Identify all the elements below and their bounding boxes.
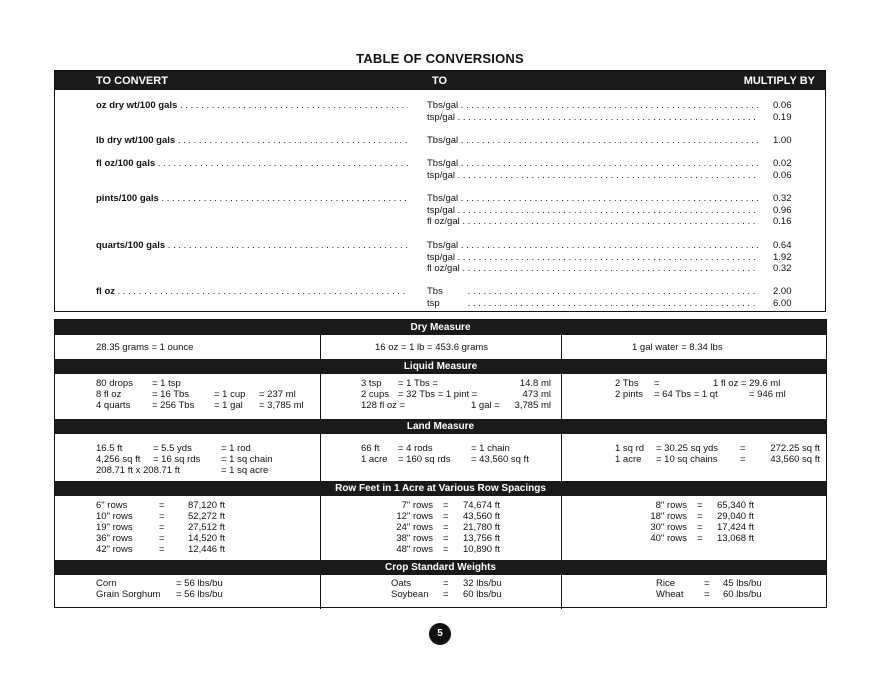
multiplier: 0.19 — [773, 111, 792, 123]
multiplier: 0.32 — [773, 193, 792, 204]
land-measure-cell: 16.5 ft = 5.5 yds = 1 rod 4,256 sq ft = 16 sq rds = 1 sq chain 208.71 ft x 208.71 ft = 1 sq acre — [96, 443, 273, 476]
multiplier: 1.00 — [773, 135, 792, 146]
divider — [320, 575, 321, 609]
divider — [320, 496, 321, 560]
multiplier: 0.32 — [773, 263, 792, 274]
conversion-row — [55, 286, 825, 309]
header-to-convert: TO CONVERT — [96, 75, 168, 87]
convert-to: fl oz/gal . . . — [427, 216, 759, 227]
row-feet-cell: 8" rows = 65,340 ft 18" rows = 29,040 ft 30" rows = 17,424 ft 40" rows = 13,068 ft — [650, 500, 754, 544]
page-title: TABLE OF CONVERSIONS — [356, 51, 524, 66]
conversion-row — [55, 193, 825, 228]
conversion-row — [55, 240, 825, 275]
convert-to: Tbs/gal . . . — [427, 158, 759, 169]
divider — [320, 335, 321, 359]
header-to: TO — [432, 75, 448, 87]
row-feet-heading: Row Feet in 1 Acre at Various Row Spacings — [55, 481, 826, 496]
conversion-row — [55, 100, 825, 123]
convert-to: Tbs . . . — [427, 286, 759, 297]
convert-to: Tbs/gal . . . — [427, 193, 759, 204]
multiplier: 0.02 — [773, 158, 792, 169]
multiplier: 0.16 — [773, 216, 792, 227]
liquid-measure-cell: 3 tsp = 1 Tbs = 14.8 ml 2 cups = 32 Tbs = 1 pint = 473 ml 128 fl oz = 1 gal = 3,785 ml — [361, 378, 551, 411]
convert-to: tsp/gal . . . — [427, 252, 759, 263]
divider — [561, 335, 562, 359]
divider — [561, 575, 562, 609]
convert-to: tsp/gal . . . — [427, 205, 759, 216]
divider — [561, 374, 562, 419]
convert-to: fl oz/gal . . . — [427, 263, 759, 274]
convert-from: pints/100 gals . . . — [96, 193, 408, 204]
page-number-badge: 5 — [429, 623, 451, 645]
conversion-table-header — [55, 71, 825, 90]
crop-weights-heading: Crop Standard Weights — [55, 560, 826, 575]
convert-from: fl oz/100 gals . . . — [96, 158, 408, 169]
multiplier: 0.06 — [773, 100, 792, 111]
liquid-measure-heading: Liquid Measure — [55, 359, 826, 374]
land-measure-cell: 1 sq rd = 30.25 sq yds = 272.25 sq ft 1 acre = 10 sq chains = 43,560 sq ft — [615, 443, 820, 465]
crop-weights-cell: Corn = 56 lbs/bu Grain Sorghum = 56 lbs/bu — [96, 578, 223, 600]
row-feet-cell: 7" rows = 74,674 ft 12" rows = 43,560 ft 24" rows = 21,780 ft 38" rows = 13,756 ft 48" rows = 10,890 ft — [396, 500, 500, 555]
convert-to: tsp/gal . . . — [427, 170, 759, 181]
dry-measure-cell: 28.35 grams = 1 ounce — [96, 342, 194, 353]
convert-to: Tbs/gal . . . — [427, 100, 759, 111]
convert-from: lb dry wt/100 gals . . . — [96, 135, 408, 146]
divider — [561, 434, 562, 481]
header-multiply-by: MULTIPLY BY — [743, 75, 815, 87]
divider — [561, 496, 562, 560]
measures-table — [54, 319, 827, 608]
multiplier: 6.00 — [773, 297, 792, 309]
multiplier: 2.00 — [773, 286, 792, 297]
row-feet-cell: 6" rows = 87,120 ft 10" rows = 52,272 ft 19" rows = 27,512 ft 36" rows = 14,520 ft 42" rows = 12,446 ft — [96, 500, 225, 555]
multiplier: 0.06 — [773, 169, 792, 181]
dry-measure-cell: 16 oz = 1 lb = 453.6 grams — [375, 342, 489, 353]
liquid-measure-cell: 80 drops = 1 tsp 8 fl oz = 16 Tbs = 1 cup = 237 ml 4 quarts = 256 Tbs = 1 gal = 3,785 ml — [96, 378, 304, 411]
divider — [320, 434, 321, 481]
crop-weights-cell: Rice = 45 lbs/bu Wheat = 60 lbs/bu — [656, 578, 762, 600]
convert-to: tsp . . . — [427, 298, 759, 309]
convert-to: Tbs/gal . . . — [427, 135, 759, 146]
convert-to: Tbs/gal . . . — [427, 240, 759, 251]
multiplier: 0.96 — [773, 204, 792, 216]
convert-from: quarts/100 gals . . . — [96, 240, 408, 251]
dry-measure-heading: Dry Measure — [55, 320, 826, 335]
divider — [320, 374, 321, 419]
convert-from: oz dry wt/100 gals . . . — [96, 100, 408, 111]
liquid-measure-cell: 2 Tbs = 1 fl oz = 29.6 ml 2 pints = 64 Tbs = 1 qt = 946 ml — [615, 378, 786, 400]
conversion-row — [55, 135, 825, 147]
multiplier: 0.64 — [773, 240, 792, 251]
land-measure-heading: Land Measure — [55, 419, 826, 434]
crop-weights-cell: Oats = 32 lbs/bu Soybean = 60 lbs/bu — [391, 578, 502, 600]
conversion-table — [54, 70, 826, 312]
multiplier: 1.92 — [773, 251, 792, 263]
land-measure-cell: 66 ft = 4 rods = 1 chain 1 acre = 160 sq rds = 43,560 sq ft — [361, 443, 529, 465]
convert-from: fl oz . . . — [96, 286, 408, 297]
convert-to: tsp/gal . . . — [427, 112, 759, 123]
conversion-row — [55, 158, 825, 181]
dry-measure-cell: 1 gal water = 8.34 lbs — [632, 342, 723, 353]
